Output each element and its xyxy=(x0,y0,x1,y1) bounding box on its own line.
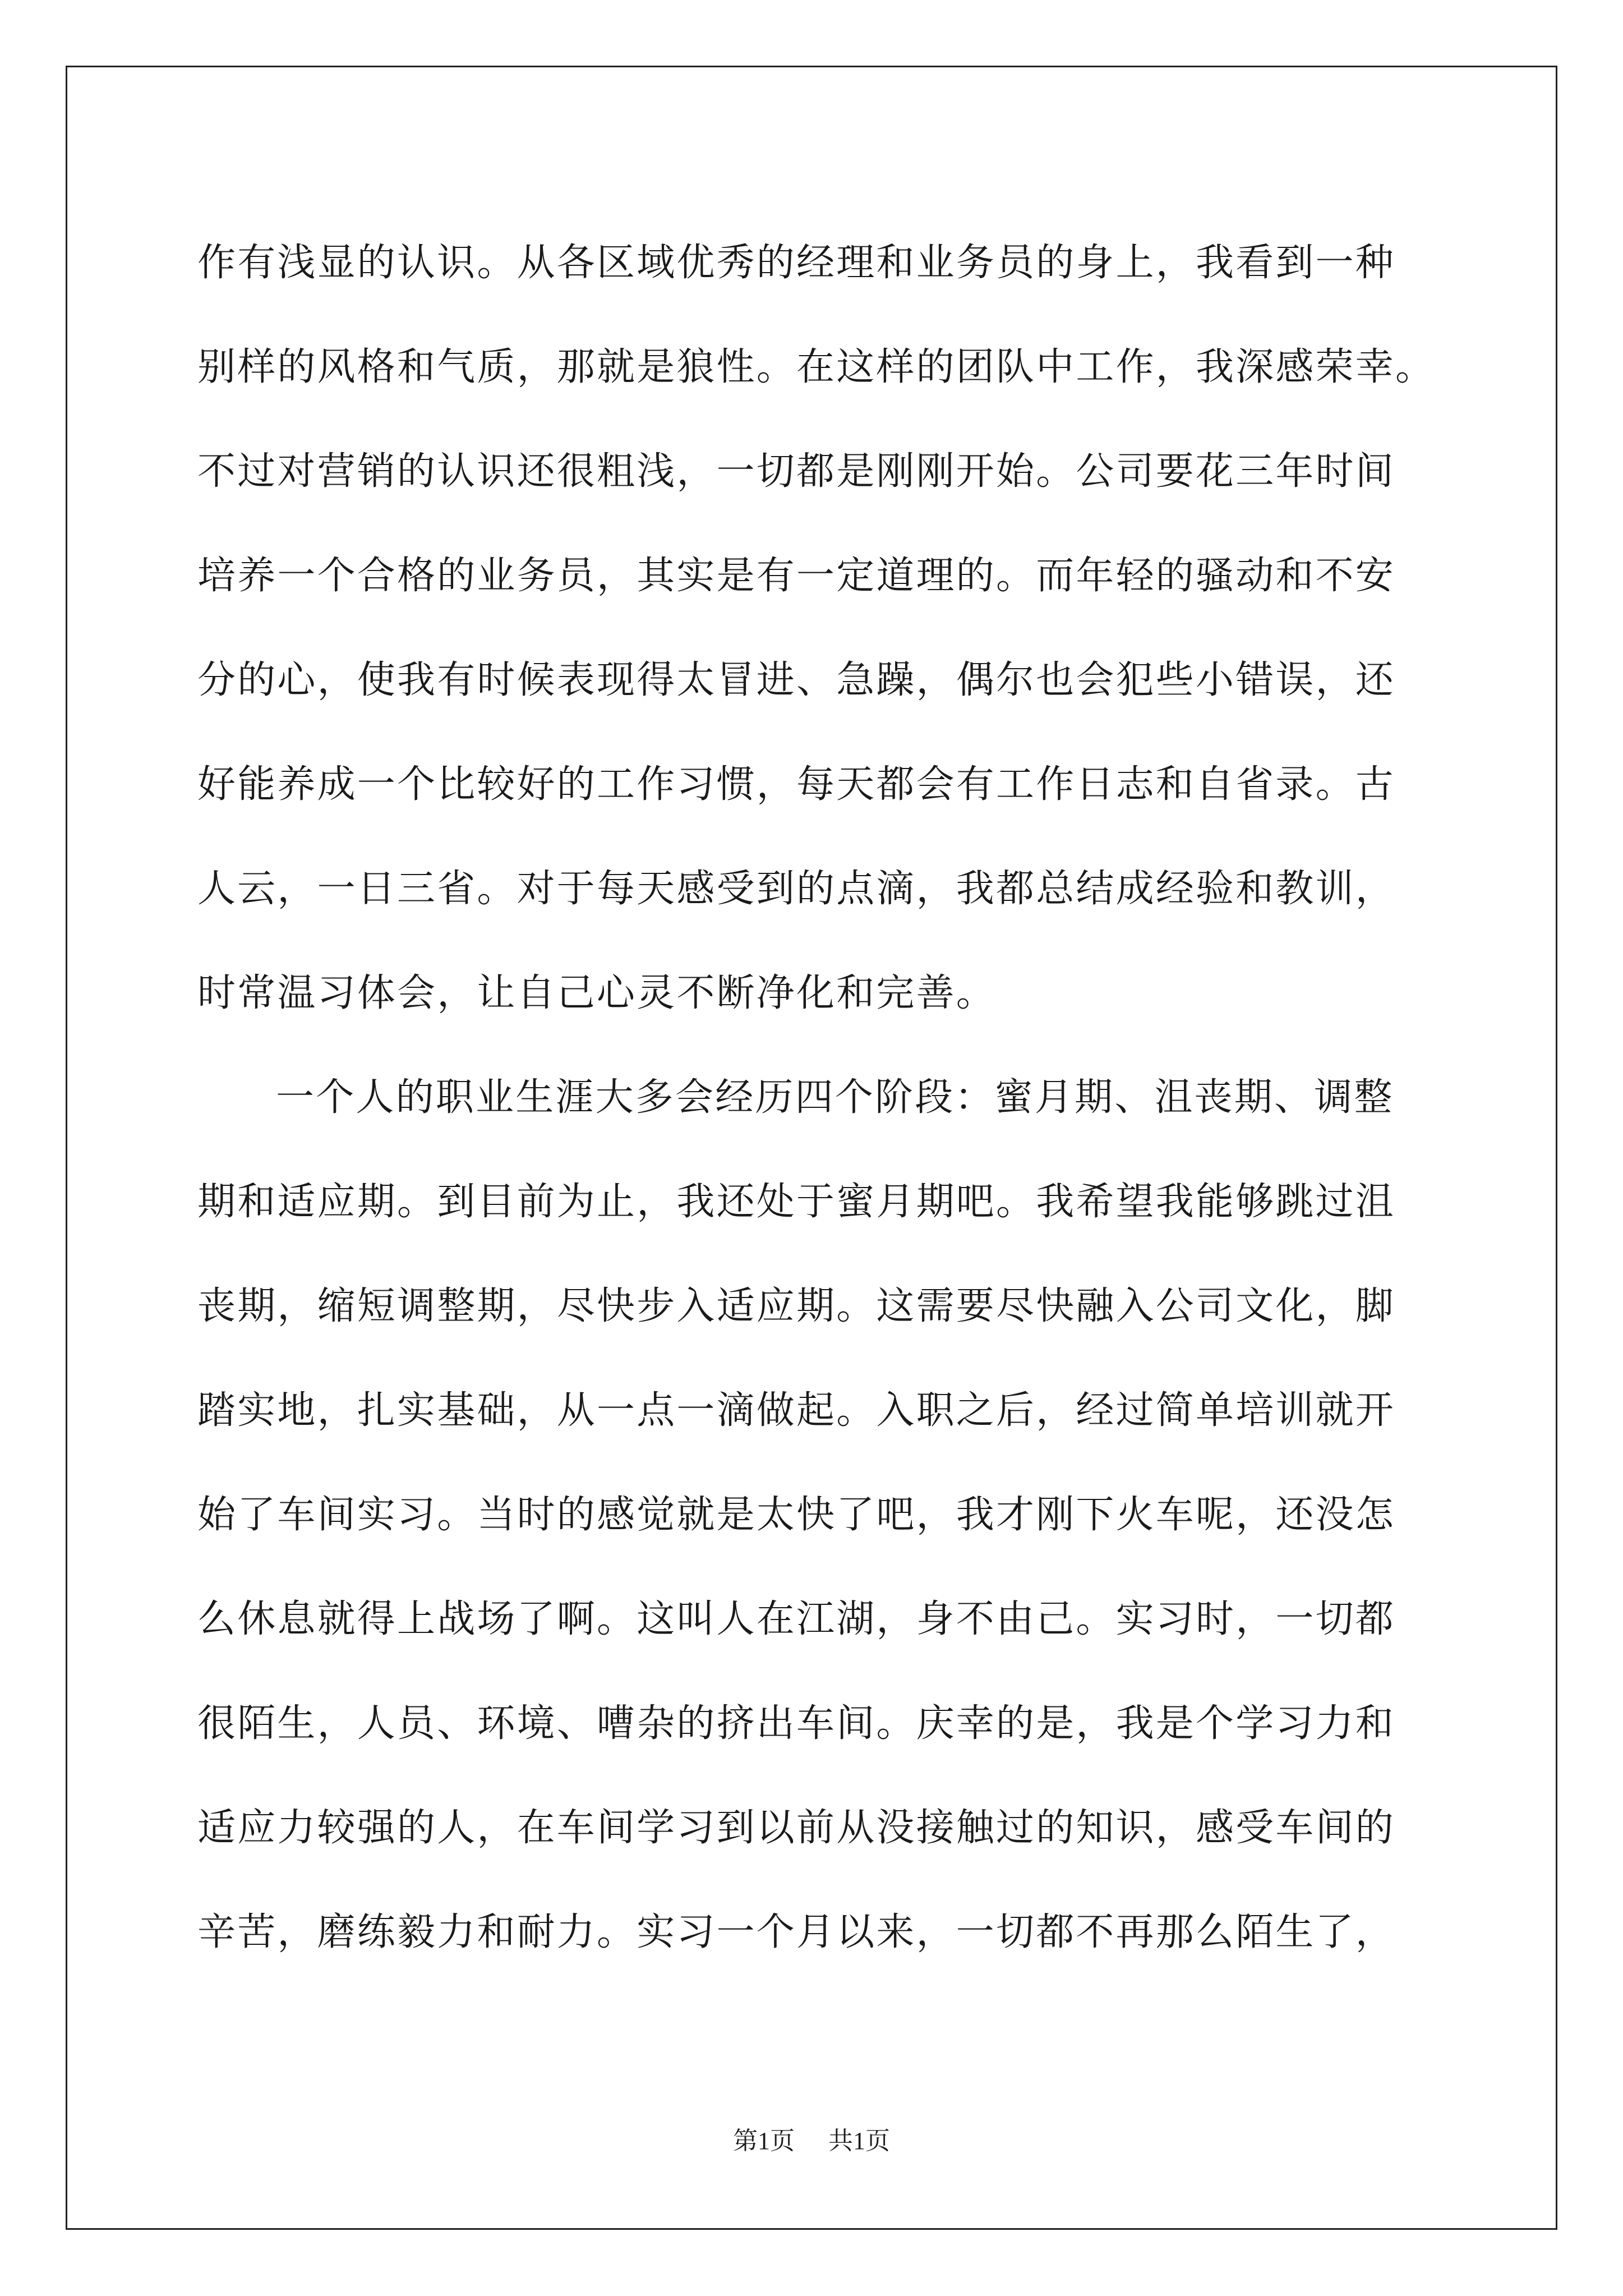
text-line: 不过对营销的认识还很粗浅，一切都是刚刚开始。公司要花三年时间 xyxy=(197,449,1396,494)
page-number: 第1页 xyxy=(733,2127,795,2155)
page-footer xyxy=(0,2120,1623,2156)
text-line: 很陌生，人员、环境、嘈杂的挤出车间。庆幸的是，我是个学习力和 xyxy=(197,1701,1396,1746)
text-line: 始了车间实习。当时的感觉就是太快了吧，我才刚下火车呢，还没怎 xyxy=(197,1493,1396,1537)
text-line: 好能养成一个比较好的工作习惯，每天都会有工作日志和自省录。古 xyxy=(197,762,1396,807)
text-line: 丧期，缩短调整期，尽快步入适应期。这需要尽快融入公司文化，脚 xyxy=(197,1284,1396,1328)
text-line: 分的心，使我有时候表现得太冒进、急躁，偶尔也会犯些小错误，还 xyxy=(197,658,1396,702)
text-line: 培养一个合格的业务员，其实是有一定道理的。而年轻的骚动和不安 xyxy=(197,554,1396,598)
document-body xyxy=(197,211,1454,1985)
text-line: 么休息就得上战场了啊。这叫人在江湖，身不由己。实习时，一切都 xyxy=(197,1597,1396,1641)
page-total: 共1页 xyxy=(828,2127,890,2155)
text-line: 作有浅显的认识。从各区域优秀的经理和业务员的身上，我看到一种 xyxy=(197,241,1396,285)
text-line: 辛苦，磨练毅力和耐力。实习一个月以来，一切都不再那么陌生了， xyxy=(197,1910,1396,1954)
text-line: 时常温习体会，让自己心灵不断净化和完善。 xyxy=(197,971,997,1015)
paragraph-start-line: 一个人的职业生涯大多会经历四个阶段：蜜月期、沮丧期、调整 xyxy=(276,1075,1394,1120)
text-line: 人云，一日三省。对于每天感受到的点滴，我都总结成经验和教训， xyxy=(197,867,1396,911)
text-line: 适应力较强的人，在车间学习到以前从没接触过的知识，感受车间的 xyxy=(197,1806,1396,1850)
text-line: 别样的风格和气质，那就是狼性。在这样的团队中工作，我深感荣幸。 xyxy=(197,345,1436,389)
text-line: 期和适应期。到目前为止，我还处于蜜月期吧。我希望我能够跳过沮 xyxy=(197,1180,1396,1224)
text-line: 踏实地，扎实基础，从一点一滴做起。入职之后，经过简单培训就开 xyxy=(197,1388,1396,1433)
